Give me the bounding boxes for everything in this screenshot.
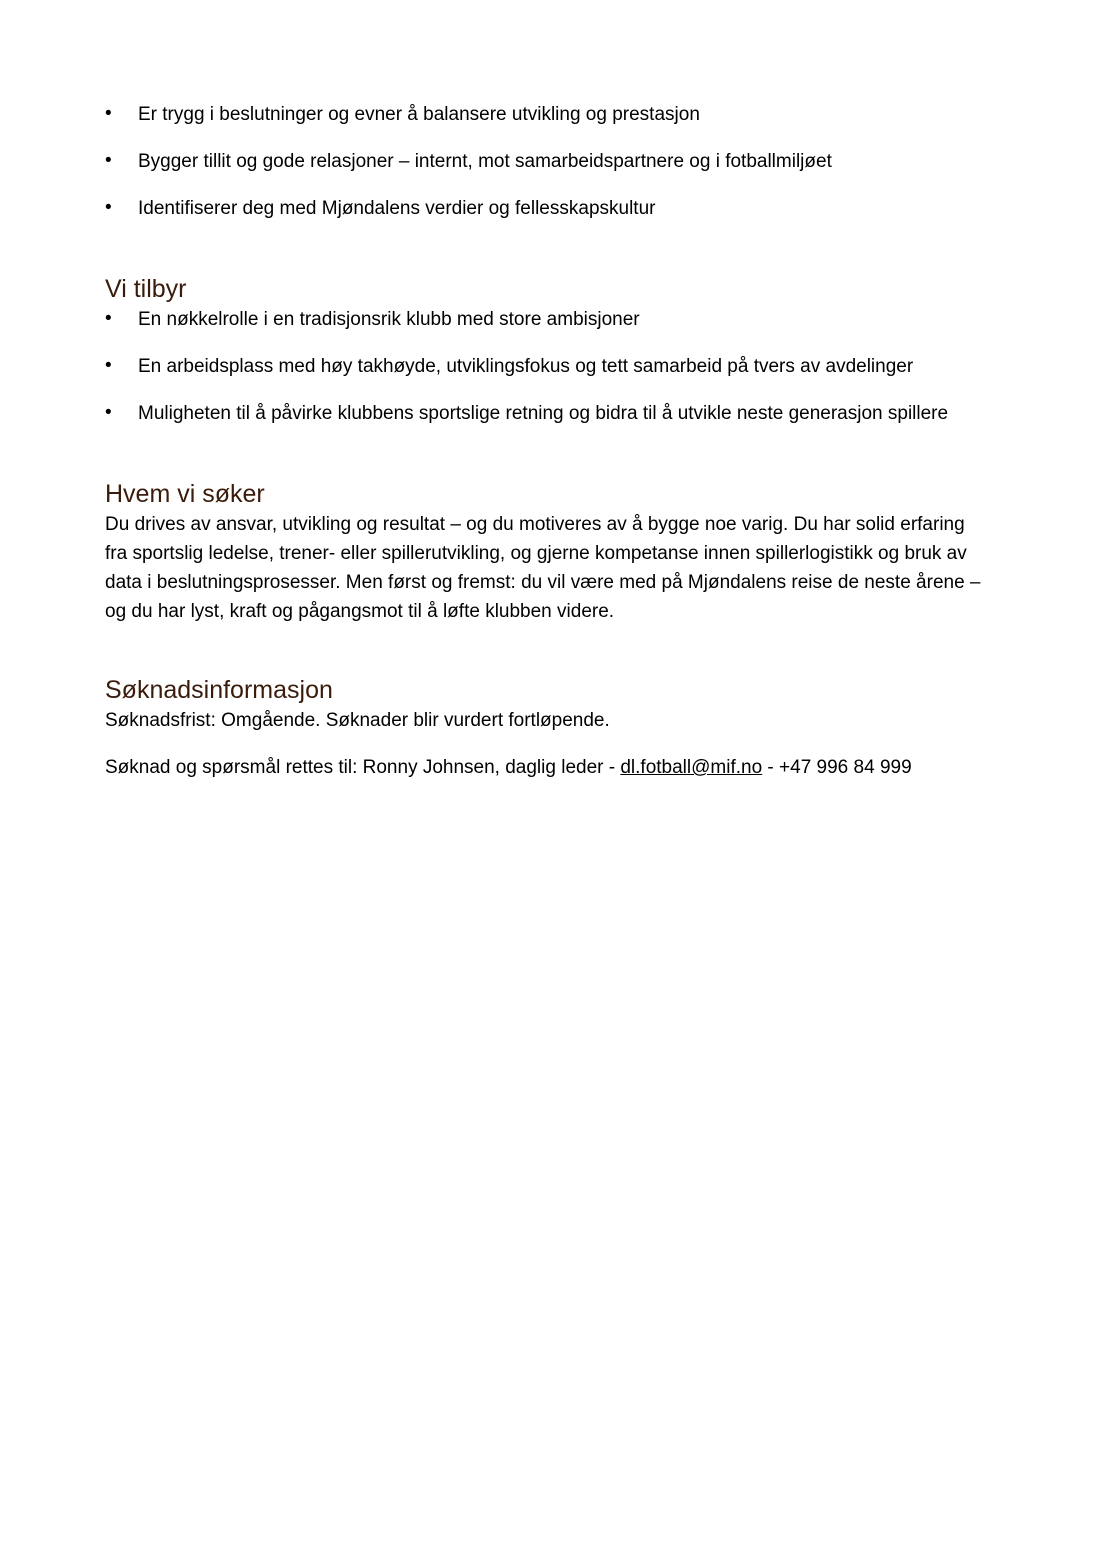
bullet-icon: • — [105, 103, 112, 124]
list-item-text: Identifiserer deg med Mjøndalens verdier og fellesskapskultur — [138, 198, 656, 219]
bullet-icon: • — [105, 308, 112, 329]
offer-list — [105, 305, 985, 428]
list-item-text: En nøkkelrolle i en tradisjonsrik klubb med store ambisjoner — [138, 309, 640, 330]
contact-prefix: Søknad og spørsmål rettes til: Ronny Johnsen, daglig leder - — [105, 757, 621, 778]
bullet-icon: • — [105, 150, 112, 171]
list-item-text: Er trygg i beslutninger og evner å balansere utvikling og prestasjon — [138, 104, 700, 125]
bullet-icon: • — [105, 402, 112, 423]
list-item-text: Bygger tillit og gode relasjoner – internt, mot samarbeidspartnere og i fotballmiljøet — [138, 151, 832, 172]
list-item — [105, 352, 985, 381]
offer-heading: Vi tilbyr — [105, 275, 187, 303]
seeking-heading: Hvem vi søker — [105, 480, 265, 508]
list-item-text: En arbeidsplass med høy takhøyde, utviklingsfokus og tett samarbeid på tvers av avdelinger — [138, 356, 914, 377]
bullet-icon: • — [105, 355, 112, 376]
document-page — [105, 100, 985, 782]
contact-paragraph — [105, 753, 985, 782]
list-item — [105, 305, 985, 334]
contact-suffix: - +47 996 84 999 — [762, 757, 912, 778]
list-item — [105, 399, 985, 428]
list-item-text: Muligheten til å påvirke klubbens sportslige retning og bidra til å utvikle neste generasjon spillere — [138, 403, 949, 424]
list-item — [105, 100, 985, 129]
list-item — [105, 194, 985, 223]
list-item — [105, 147, 985, 176]
bullet-icon: • — [105, 197, 112, 218]
seeking-paragraph: Du drives av ansvar, utvikling og resultat – og du motiveres av å bygge noe varig. Du har solid erfaring fra sportslig ledelse, trener- eller spillerutvikling, og gjerne kompetanse innen spillerlogistikk og bruk av data i beslutningsprosesser. Men først og fremst: du vil være med på Mjøndalens reise de neste årene – og du har lyst, kraft og pågangsmot til å løfte klubben videre. — [105, 514, 981, 622]
deadline-paragraph: Søknadsfrist: Omgående. Søknader blir vurdert fortløpende. — [105, 710, 610, 731]
qualities-list — [105, 100, 985, 223]
email-link[interactable]: dl.fotball@mif.no — [620, 757, 763, 778]
application-heading: Søknadsinformasjon — [105, 676, 333, 704]
